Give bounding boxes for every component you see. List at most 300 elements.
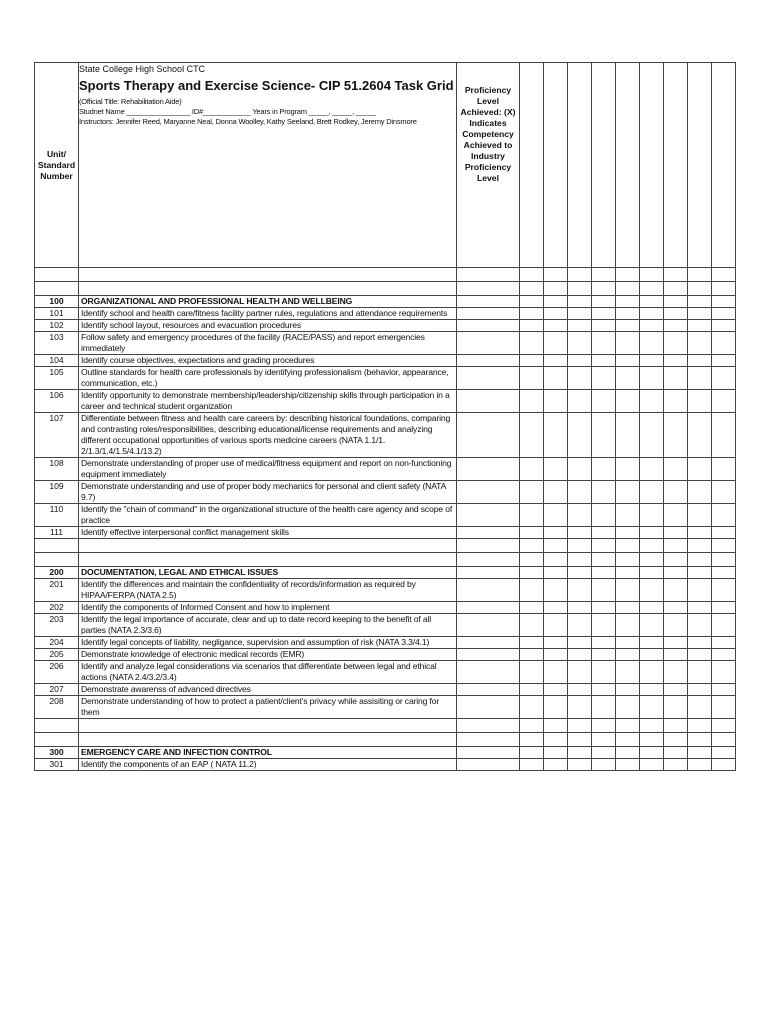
proficiency-checkbox-cell[interactable] bbox=[664, 579, 688, 602]
proficiency-checkbox-cell[interactable] bbox=[616, 602, 640, 614]
proficiency-checkbox-cell[interactable] bbox=[544, 527, 568, 539]
proficiency-checkbox-cell[interactable] bbox=[640, 296, 664, 308]
proficiency-checkbox-cell[interactable] bbox=[640, 308, 664, 320]
spacer-row bbox=[35, 539, 736, 553]
proficiency-checkbox-cell[interactable] bbox=[544, 567, 568, 579]
school-name: State College High School CTC bbox=[79, 64, 206, 74]
proficiency-checkbox-cell[interactable] bbox=[568, 367, 592, 390]
proficiency-checkbox-cell[interactable] bbox=[712, 458, 736, 481]
proficiency-checkbox-cell[interactable] bbox=[457, 458, 520, 481]
proficiency-checkbox-cell[interactable] bbox=[520, 367, 544, 390]
task-number: 105 bbox=[35, 367, 79, 390]
proficiency-checkbox-cell[interactable] bbox=[520, 458, 544, 481]
proficiency-checkbox-cell[interactable] bbox=[712, 367, 736, 390]
proficiency-checkbox-cell[interactable] bbox=[544, 637, 568, 649]
task-number: 101 bbox=[35, 308, 79, 320]
task-number: 203 bbox=[35, 614, 79, 637]
proficiency-checkbox-cell[interactable] bbox=[592, 367, 616, 390]
task-description: Follow safety and emergency procedures of the facility (RACE/PASS) and report emergencies immediately bbox=[79, 332, 457, 355]
proficiency-checkbox-cell[interactable] bbox=[544, 759, 568, 771]
proficiency-checkbox-cell[interactable] bbox=[544, 413, 568, 458]
task-row bbox=[35, 649, 736, 661]
proficiency-checkbox-cell[interactable] bbox=[568, 527, 592, 539]
task-description: Demonstrate knowledge of electronic medical records (EMR) bbox=[79, 649, 457, 661]
proficiency-checkbox-cell[interactable] bbox=[544, 320, 568, 332]
task-number: 104 bbox=[35, 355, 79, 367]
proficiency-checkbox-cell[interactable] bbox=[592, 320, 616, 332]
proficiency-checkbox-cell[interactable] bbox=[688, 413, 712, 458]
proficiency-checkbox-cell[interactable] bbox=[568, 296, 592, 308]
proficiency-checkbox-cell[interactable] bbox=[616, 637, 640, 649]
proficiency-checkbox-cell[interactable] bbox=[688, 747, 712, 759]
proficiency-checkbox-cell[interactable] bbox=[640, 661, 664, 684]
proficiency-checkbox-cell[interactable] bbox=[568, 308, 592, 320]
proficiency-checkbox-cell[interactable] bbox=[616, 504, 640, 527]
proficiency-checkbox-cell[interactable] bbox=[520, 308, 544, 320]
proficiency-checkbox-cell[interactable] bbox=[664, 637, 688, 649]
task-number: 106 bbox=[35, 390, 79, 413]
task-row bbox=[35, 332, 736, 355]
proficiency-checkbox-cell[interactable] bbox=[640, 614, 664, 637]
proficiency-checkbox-cell[interactable] bbox=[568, 759, 592, 771]
task-number: 202 bbox=[35, 602, 79, 614]
proficiency-checkbox-cell[interactable] bbox=[616, 696, 640, 719]
proficiency-checkbox-cell[interactable] bbox=[592, 527, 616, 539]
task-description: Demonstrate understanding and use of proper body mechanics for personal and client safety (NATA 9.7) bbox=[79, 481, 457, 504]
proficiency-checkbox-cell[interactable] bbox=[568, 481, 592, 504]
proficiency-checkbox-cell[interactable] bbox=[664, 504, 688, 527]
proficiency-checkbox-cell[interactable] bbox=[688, 332, 712, 355]
proficiency-checkbox-cell[interactable] bbox=[520, 602, 544, 614]
section-title: ORGANIZATIONAL AND PROFESSIONAL HEALTH AND WELLBEING bbox=[79, 296, 457, 308]
proficiency-checkbox-cell[interactable] bbox=[544, 684, 568, 696]
proficiency-checkbox-cell[interactable] bbox=[457, 390, 520, 413]
proficiency-checkbox-cell[interactable] bbox=[712, 355, 736, 367]
proficiency-checkbox-cell[interactable] bbox=[616, 567, 640, 579]
proficiency-checkbox-cell[interactable] bbox=[568, 332, 592, 355]
proficiency-checkbox-cell[interactable] bbox=[568, 390, 592, 413]
proficiency-checkbox-cell[interactable] bbox=[688, 390, 712, 413]
proficiency-checkbox-cell[interactable] bbox=[616, 649, 640, 661]
section-row bbox=[35, 747, 736, 759]
proficiency-checkbox-cell[interactable] bbox=[664, 684, 688, 696]
proficiency-checkbox-cell[interactable] bbox=[712, 661, 736, 684]
proficiency-checkbox-cell[interactable] bbox=[457, 579, 520, 602]
proficiency-checkbox-cell[interactable] bbox=[712, 390, 736, 413]
proficiency-checkbox-cell[interactable] bbox=[568, 413, 592, 458]
proficiency-checkbox-cell[interactable] bbox=[592, 614, 616, 637]
proficiency-checkbox-cell[interactable] bbox=[457, 355, 520, 367]
proficiency-checkbox-cell[interactable] bbox=[712, 759, 736, 771]
proficiency-checkbox-cell[interactable] bbox=[616, 481, 640, 504]
proficiency-checkbox-cell[interactable] bbox=[544, 308, 568, 320]
proficiency-checkbox-cell[interactable] bbox=[457, 296, 520, 308]
proficiency-checkbox-cell[interactable] bbox=[592, 332, 616, 355]
proficiency-checkbox-cell[interactable] bbox=[592, 602, 616, 614]
proficiency-checkbox-cell[interactable] bbox=[544, 579, 568, 602]
proficiency-checkbox-cell[interactable] bbox=[544, 355, 568, 367]
proficiency-checkbox-cell[interactable] bbox=[616, 390, 640, 413]
proficiency-checkbox-cell[interactable] bbox=[712, 602, 736, 614]
task-description: Identify effective interpersonal conflict management skills bbox=[79, 527, 457, 539]
proficiency-checkbox-cell[interactable] bbox=[457, 747, 520, 759]
proficiency-checkbox-cell[interactable] bbox=[688, 661, 712, 684]
proficiency-checkbox-cell[interactable] bbox=[457, 332, 520, 355]
task-description: Outline standards for health care professionals by identifying professionalism (behavior, appearance, communication, etc.) bbox=[79, 367, 457, 390]
grid-title-block bbox=[79, 63, 457, 268]
proficiency-checkbox-cell[interactable] bbox=[592, 747, 616, 759]
proficiency-checkbox-cell[interactable] bbox=[664, 696, 688, 719]
proficiency-checkbox-cell[interactable] bbox=[664, 332, 688, 355]
proficiency-checkbox-cell[interactable] bbox=[568, 747, 592, 759]
proficiency-checkbox-cell[interactable] bbox=[520, 527, 544, 539]
task-row bbox=[35, 602, 736, 614]
task-number: 201 bbox=[35, 579, 79, 602]
proficiency-checkbox-cell[interactable] bbox=[664, 355, 688, 367]
proficiency-checkbox-cell[interactable] bbox=[592, 390, 616, 413]
section-number: 200 bbox=[35, 567, 79, 579]
proficiency-checkbox-cell[interactable] bbox=[640, 747, 664, 759]
proficiency-checkbox-cell[interactable] bbox=[544, 296, 568, 308]
proficiency-checkbox-cell[interactable] bbox=[664, 413, 688, 458]
proficiency-checkbox-cell[interactable] bbox=[568, 567, 592, 579]
task-row bbox=[35, 579, 736, 602]
proficiency-checkbox-cell[interactable] bbox=[568, 684, 592, 696]
task-number: 110 bbox=[35, 504, 79, 527]
proficiency-checkbox-cell[interactable] bbox=[664, 602, 688, 614]
proficiency-checkbox-cell[interactable] bbox=[688, 637, 712, 649]
proficiency-checkbox-cell[interactable] bbox=[520, 320, 544, 332]
proficiency-checkbox-cell[interactable] bbox=[457, 367, 520, 390]
task-number: 102 bbox=[35, 320, 79, 332]
proficiency-checkbox-cell[interactable] bbox=[520, 637, 544, 649]
task-row bbox=[35, 637, 736, 649]
proficiency-checkbox-cell[interactable] bbox=[568, 355, 592, 367]
proficiency-checkbox-cell[interactable] bbox=[640, 367, 664, 390]
proficiency-checkbox-cell[interactable] bbox=[568, 579, 592, 602]
proficiency-checkbox-cell[interactable] bbox=[688, 602, 712, 614]
proficiency-checkbox-cell[interactable] bbox=[712, 413, 736, 458]
task-grid bbox=[34, 62, 736, 771]
task-number: 107 bbox=[35, 413, 79, 458]
proficiency-checkbox-cell[interactable] bbox=[544, 661, 568, 684]
proficiency-checkbox-cell[interactable] bbox=[616, 661, 640, 684]
proficiency-checkbox-cell[interactable] bbox=[592, 567, 616, 579]
task-number: 111 bbox=[35, 527, 79, 539]
section-title: EMERGENCY CARE AND INFECTION CONTROL bbox=[79, 747, 457, 759]
proficiency-checkbox-cell[interactable] bbox=[712, 320, 736, 332]
proficiency-checkbox-cell[interactable] bbox=[457, 413, 520, 458]
task-number: 301 bbox=[35, 759, 79, 771]
proficiency-checkbox-cell[interactable] bbox=[592, 413, 616, 458]
proficiency-checkbox-cell[interactable] bbox=[640, 332, 664, 355]
proficiency-checkbox-cell[interactable] bbox=[544, 332, 568, 355]
proficiency-checkbox-cell[interactable] bbox=[712, 637, 736, 649]
proficiency-checkbox-cell[interactable] bbox=[640, 390, 664, 413]
proficiency-checkbox-cell[interactable] bbox=[688, 355, 712, 367]
proficiency-checkbox-cell[interactable] bbox=[520, 579, 544, 602]
proficiency-checkbox-cell[interactable] bbox=[616, 684, 640, 696]
proficiency-checkbox-cell[interactable] bbox=[457, 759, 520, 771]
task-row bbox=[35, 614, 736, 637]
proficiency-checkbox-cell[interactable] bbox=[592, 579, 616, 602]
proficiency-checkbox-cell[interactable] bbox=[640, 458, 664, 481]
proficiency-checkbox-cell[interactable] bbox=[520, 504, 544, 527]
proficiency-checkbox-cell[interactable] bbox=[712, 696, 736, 719]
proficiency-checkbox-cell[interactable] bbox=[520, 696, 544, 719]
official-title: (Official Title: Rehabilitation Aide) bbox=[79, 97, 182, 106]
proficiency-checkbox-cell[interactable] bbox=[520, 567, 544, 579]
task-row bbox=[35, 759, 736, 771]
proficiency-checkbox-cell[interactable] bbox=[544, 481, 568, 504]
proficiency-checkbox-cell[interactable] bbox=[592, 684, 616, 696]
proficiency-checkbox-cell[interactable] bbox=[712, 649, 736, 661]
proficiency-checkbox-cell[interactable] bbox=[712, 747, 736, 759]
proficiency-checkbox-cell[interactable] bbox=[712, 308, 736, 320]
proficiency-checkbox-cell[interactable] bbox=[616, 527, 640, 539]
spacer-row bbox=[35, 733, 736, 747]
proficiency-checkbox-cell[interactable] bbox=[568, 504, 592, 527]
proficiency-checkbox-cell[interactable] bbox=[568, 602, 592, 614]
proficiency-checkbox-cell[interactable] bbox=[592, 308, 616, 320]
proficiency-checkbox-cell[interactable] bbox=[664, 567, 688, 579]
task-row bbox=[35, 308, 736, 320]
proficiency-checkbox-cell[interactable] bbox=[544, 649, 568, 661]
proficiency-checkbox-cell[interactable] bbox=[616, 355, 640, 367]
proficiency-checkbox-cell[interactable] bbox=[616, 367, 640, 390]
proficiency-checkbox-cell[interactable] bbox=[640, 602, 664, 614]
proficiency-checkbox-cell[interactable] bbox=[640, 579, 664, 602]
proficiency-checkbox-cell[interactable] bbox=[520, 684, 544, 696]
proficiency-checkbox-cell[interactable] bbox=[592, 296, 616, 308]
section-number: 300 bbox=[35, 747, 79, 759]
proficiency-checkbox-cell[interactable] bbox=[664, 661, 688, 684]
task-row bbox=[35, 527, 736, 539]
proficiency-checkbox-cell[interactable] bbox=[616, 579, 640, 602]
proficiency-checkbox-cell[interactable] bbox=[616, 332, 640, 355]
proficiency-checkbox-cell[interactable] bbox=[544, 390, 568, 413]
proficiency-checkbox-cell[interactable] bbox=[664, 614, 688, 637]
task-number: 206 bbox=[35, 661, 79, 684]
task-description: Identify the components of an EAP ( NATA 11.2) bbox=[79, 759, 457, 771]
task-row bbox=[35, 355, 736, 367]
task-description: Identify and analyze legal considerations via scenarios that differentiate between legal and ethical actions (NATA 2.4/3.2/3.4) bbox=[79, 661, 457, 684]
proficiency-checkbox-cell[interactable] bbox=[520, 296, 544, 308]
proficiency-checkbox-cell[interactable] bbox=[664, 481, 688, 504]
proficiency-checkbox-cell[interactable] bbox=[592, 759, 616, 771]
proficiency-checkbox-cell[interactable] bbox=[520, 747, 544, 759]
task-row bbox=[35, 684, 736, 696]
proficiency-checkbox-cell[interactable] bbox=[688, 296, 712, 308]
task-number: 204 bbox=[35, 637, 79, 649]
proficiency-checkbox-cell[interactable] bbox=[457, 684, 520, 696]
proficiency-checkbox-cell[interactable] bbox=[640, 481, 664, 504]
proficiency-checkbox-cell[interactable] bbox=[712, 332, 736, 355]
proficiency-checkbox-cell[interactable] bbox=[640, 504, 664, 527]
proficiency-checkbox-cell[interactable] bbox=[712, 567, 736, 579]
section-number: 100 bbox=[35, 296, 79, 308]
task-row bbox=[35, 481, 736, 504]
proficiency-checkbox-cell[interactable] bbox=[544, 367, 568, 390]
proficiency-checkbox-cell[interactable] bbox=[688, 527, 712, 539]
unit-column-header: Unit/ Standard Number bbox=[35, 63, 79, 268]
proficiency-checkbox-cell[interactable] bbox=[520, 661, 544, 684]
proficiency-checkbox-cell[interactable] bbox=[457, 637, 520, 649]
proficiency-checkbox-cell[interactable] bbox=[457, 661, 520, 684]
proficiency-checkbox-cell[interactable] bbox=[520, 355, 544, 367]
proficiency-checkbox-cell[interactable] bbox=[640, 637, 664, 649]
proficiency-checkbox-cell[interactable] bbox=[664, 390, 688, 413]
proficiency-checkbox-cell[interactable] bbox=[592, 504, 616, 527]
proficiency-checkbox-cell[interactable] bbox=[457, 308, 520, 320]
proficiency-checkbox-cell[interactable] bbox=[592, 458, 616, 481]
proficiency-checkbox-cell[interactable] bbox=[688, 308, 712, 320]
task-description: Identify the legal importance of accurate, clear and up to date record keeping to the benefit of all parties (NATA 2.3/3.6) bbox=[79, 614, 457, 637]
proficiency-checkbox-cell[interactable] bbox=[520, 614, 544, 637]
proficiency-checkbox-cell[interactable] bbox=[664, 747, 688, 759]
proficiency-checkbox-cell[interactable] bbox=[664, 367, 688, 390]
proficiency-checkbox-cell[interactable] bbox=[712, 481, 736, 504]
proficiency-checkbox-cell[interactable] bbox=[568, 649, 592, 661]
proficiency-checkbox-cell[interactable] bbox=[688, 649, 712, 661]
proficiency-checkbox-cell[interactable] bbox=[688, 458, 712, 481]
proficiency-checkbox-cell[interactable] bbox=[712, 296, 736, 308]
proficiency-checkbox-cell[interactable] bbox=[688, 614, 712, 637]
proficiency-checkbox-cell[interactable] bbox=[664, 458, 688, 481]
proficiency-checkbox-cell[interactable] bbox=[616, 759, 640, 771]
proficiency-checkbox-cell[interactable] bbox=[544, 602, 568, 614]
proficiency-checkbox-cell[interactable] bbox=[520, 413, 544, 458]
proficiency-checkbox-cell[interactable] bbox=[712, 684, 736, 696]
proficiency-checkbox-cell[interactable] bbox=[592, 696, 616, 719]
proficiency-checkbox-cell[interactable] bbox=[520, 390, 544, 413]
proficiency-checkbox-cell[interactable] bbox=[688, 504, 712, 527]
proficiency-checkbox-cell[interactable] bbox=[640, 684, 664, 696]
proficiency-checkbox-cell[interactable] bbox=[664, 649, 688, 661]
proficiency-checkbox-cell[interactable] bbox=[592, 481, 616, 504]
proficiency-checkbox-cell[interactable] bbox=[712, 504, 736, 527]
proficiency-checkbox-cell[interactable] bbox=[616, 296, 640, 308]
proficiency-checkbox-cell[interactable] bbox=[616, 308, 640, 320]
task-description: Differentiate between fitness and health care careers by: describing historical foundations, comparing and contrasting roles/responsibilities, describing educational/license requirements and analyzing different occupational opportunities of various sports medicine careers (NATA 1.1/1. 2/1.3/1.4/1.5/4.1/13.2) bbox=[79, 413, 457, 458]
proficiency-checkbox-cell[interactable] bbox=[616, 614, 640, 637]
section-title: DOCUMENTATION, LEGAL AND ETHICAL ISSUES bbox=[79, 567, 457, 579]
proficiency-checkbox-cell[interactable] bbox=[640, 649, 664, 661]
section-row bbox=[35, 296, 736, 308]
task-row bbox=[35, 413, 736, 458]
task-number: 207 bbox=[35, 684, 79, 696]
task-description: Identify opportunity to demonstrate membership/leadership/citizenship skills through participation in a career and technical student organization bbox=[79, 390, 457, 413]
proficiency-checkbox-cell[interactable] bbox=[457, 481, 520, 504]
proficiency-checkbox-cell[interactable] bbox=[592, 355, 616, 367]
proficiency-checkbox-cell[interactable] bbox=[664, 308, 688, 320]
task-number: 205 bbox=[35, 649, 79, 661]
proficiency-checkbox-cell[interactable] bbox=[592, 649, 616, 661]
task-row bbox=[35, 390, 736, 413]
proficiency-checkbox-cell[interactable] bbox=[457, 649, 520, 661]
proficiency-checkbox-cell[interactable] bbox=[688, 759, 712, 771]
proficiency-checkbox-cell[interactable] bbox=[688, 320, 712, 332]
proficiency-checkbox-cell[interactable] bbox=[640, 567, 664, 579]
proficiency-checkbox-cell[interactable] bbox=[520, 332, 544, 355]
proficiency-checkbox-cell[interactable] bbox=[457, 527, 520, 539]
proficiency-checkbox-cell[interactable] bbox=[688, 367, 712, 390]
proficiency-checkbox-cell[interactable] bbox=[664, 759, 688, 771]
proficiency-checkbox-cell[interactable] bbox=[568, 458, 592, 481]
task-number: 103 bbox=[35, 332, 79, 355]
proficiency-checkbox-cell[interactable] bbox=[616, 458, 640, 481]
task-description: Identify the components of Informed Consent and how to implement bbox=[79, 602, 457, 614]
proficiency-checkbox-cell[interactable] bbox=[568, 661, 592, 684]
proficiency-checkbox-cell[interactable] bbox=[520, 649, 544, 661]
proficiency-checkbox-cell[interactable] bbox=[640, 355, 664, 367]
proficiency-checkbox-cell[interactable] bbox=[544, 614, 568, 637]
proficiency-checkbox-cell[interactable] bbox=[568, 614, 592, 637]
proficiency-checkbox-cell[interactable] bbox=[544, 458, 568, 481]
proficiency-checkbox-cell[interactable] bbox=[544, 747, 568, 759]
proficiency-checkbox-cell[interactable] bbox=[688, 481, 712, 504]
proficiency-checkbox-cell[interactable] bbox=[544, 504, 568, 527]
proficiency-checkbox-cell[interactable] bbox=[712, 614, 736, 637]
proficiency-checkbox-cell[interactable] bbox=[688, 579, 712, 602]
proficiency-checkbox-cell[interactable] bbox=[712, 579, 736, 602]
proficiency-checkbox-cell[interactable] bbox=[592, 637, 616, 649]
proficiency-checkbox-cell[interactable] bbox=[457, 614, 520, 637]
task-row bbox=[35, 696, 736, 719]
proficiency-checkbox-cell[interactable] bbox=[640, 696, 664, 719]
proficiency-checkbox-cell[interactable] bbox=[616, 413, 640, 458]
proficiency-checkbox-cell[interactable] bbox=[664, 296, 688, 308]
proficiency-checkbox-cell[interactable] bbox=[457, 696, 520, 719]
task-row bbox=[35, 458, 736, 481]
proficiency-checkbox-cell[interactable] bbox=[544, 696, 568, 719]
proficiency-header: Proficiency Level Achieved: (X) Indicates Competency Achieved to Industry Proficiency Level bbox=[457, 63, 520, 268]
proficiency-checkbox-cell[interactable] bbox=[664, 320, 688, 332]
proficiency-checkbox-cell[interactable] bbox=[520, 481, 544, 504]
proficiency-checkbox-cell[interactable] bbox=[640, 413, 664, 458]
task-description: Demonstrate awarenss of advanced directives bbox=[79, 684, 457, 696]
task-description: Demonstrate understanding of how to protect a patient/client's privacy while assisiting or caring for them bbox=[79, 696, 457, 719]
proficiency-checkbox-cell[interactable] bbox=[664, 527, 688, 539]
proficiency-checkbox-cell[interactable] bbox=[457, 567, 520, 579]
proficiency-checkbox-cell[interactable] bbox=[688, 684, 712, 696]
proficiency-checkbox-cell[interactable] bbox=[712, 527, 736, 539]
proficiency-checkbox-cell[interactable] bbox=[592, 661, 616, 684]
proficiency-checkbox-cell[interactable] bbox=[568, 696, 592, 719]
proficiency-checkbox-cell[interactable] bbox=[640, 759, 664, 771]
proficiency-checkbox-cell[interactable] bbox=[640, 320, 664, 332]
proficiency-checkbox-cell[interactable] bbox=[616, 320, 640, 332]
task-description: Identify course objectives, expectations and grading procedures bbox=[79, 355, 457, 367]
proficiency-checkbox-cell[interactable] bbox=[688, 567, 712, 579]
proficiency-checkbox-cell[interactable] bbox=[688, 696, 712, 719]
task-row bbox=[35, 661, 736, 684]
proficiency-checkbox-cell[interactable] bbox=[616, 747, 640, 759]
proficiency-checkbox-cell[interactable] bbox=[520, 759, 544, 771]
proficiency-checkbox-cell[interactable] bbox=[568, 320, 592, 332]
task-row bbox=[35, 320, 736, 332]
spacer-row bbox=[35, 282, 736, 296]
task-row bbox=[35, 504, 736, 527]
task-row bbox=[35, 367, 736, 390]
task-description: Identify legal concepts of liability, negligance, supervision and assumption of risk (NATA 3.3/4.1) bbox=[79, 637, 457, 649]
proficiency-checkbox-cell[interactable] bbox=[568, 637, 592, 649]
proficiency-checkbox-cell[interactable] bbox=[457, 504, 520, 527]
proficiency-checkbox-cell[interactable] bbox=[457, 602, 520, 614]
task-number: 109 bbox=[35, 481, 79, 504]
proficiency-checkbox-cell[interactable] bbox=[640, 527, 664, 539]
proficiency-checkbox-cell[interactable] bbox=[457, 320, 520, 332]
